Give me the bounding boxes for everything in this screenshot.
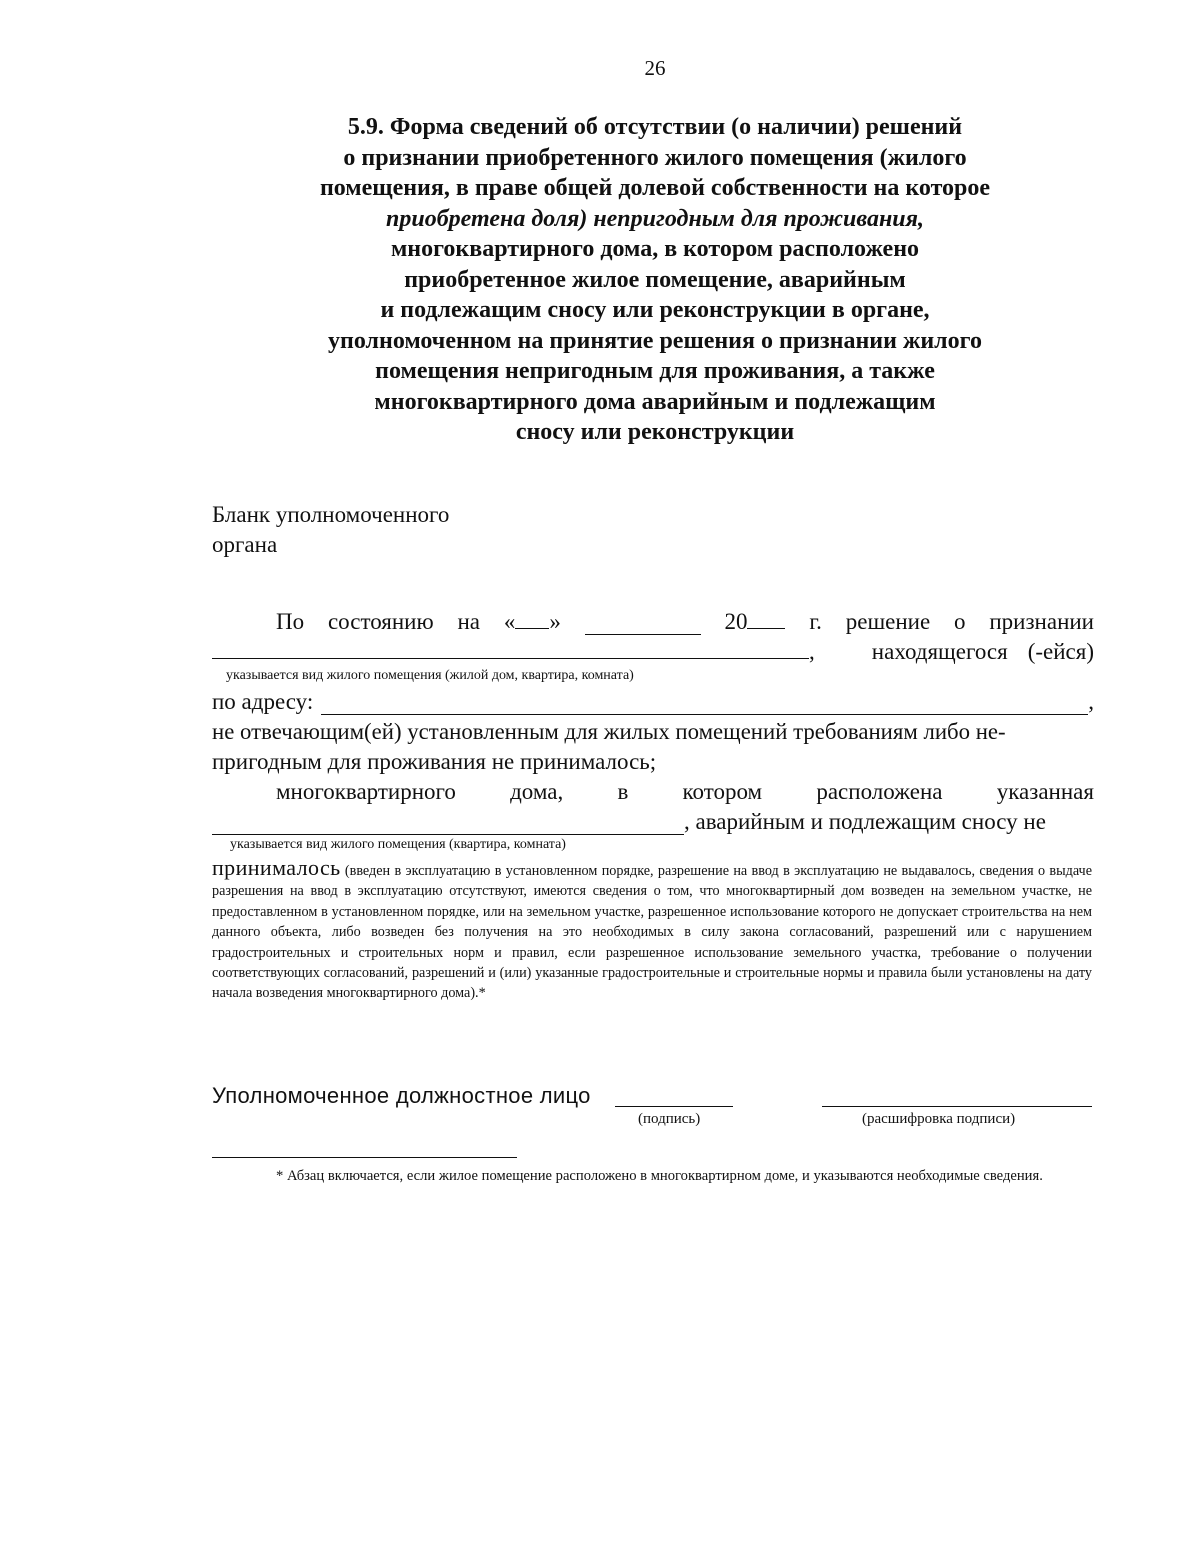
text-g: г. [809, 609, 822, 634]
text-nahodyashegosya: находящегося [871, 639, 1008, 664]
premises-type-row [212, 636, 1094, 665]
title-line: помещения непригодным для проживания, а также [375, 358, 935, 384]
emergency-row [212, 809, 1094, 835]
premises-type-field[interactable] [212, 636, 809, 659]
footnote-rule [212, 1157, 517, 1158]
year-prefix: 20 [724, 609, 748, 634]
text-mkd: многоквартирного [276, 779, 456, 804]
day-field[interactable] [515, 606, 549, 629]
footnote: * Абзац включается, если жилое помещение расположено в многоквартирном доме, и указываются необходимые сведения. [276, 1168, 1043, 1184]
apartment-building-row [276, 779, 1094, 805]
emergency-text: , аварийным и подлежащим сносу не [684, 809, 1046, 834]
requirements-line: не отвечающим(ей) установленным для жилых помещений требованиям либо не- [212, 719, 1006, 744]
quote-close: » [549, 609, 561, 634]
address-row [212, 689, 1094, 715]
comma: , [809, 639, 815, 664]
title-line: сносу или реконструкции [515, 419, 795, 445]
quote-open: « [503, 609, 516, 634]
unfit-line: пригодным для проживания не принималось; [212, 749, 657, 774]
text-raspolozhena: расположена [816, 779, 943, 804]
signature-decode-field[interactable] [822, 1106, 1092, 1107]
address-end: , [1088, 689, 1094, 714]
address-label: по адресу: [212, 689, 314, 714]
text-v: в [617, 779, 629, 804]
title-line: 5.9. Форма сведений об отсутствии (о наличии) решений [347, 114, 963, 140]
page-number: 26 [644, 56, 666, 80]
premises-type-caption: указывается вид жилого помещения (жилой дом, квартира, комната) [226, 668, 634, 683]
title-line: уполномоченном на принятие решения о признании жилого [328, 327, 982, 354]
letterhead-line: органа [212, 532, 278, 557]
month-field[interactable] [585, 612, 701, 635]
title-line: о признании приобретенного жилого помещения (жилого [343, 144, 967, 171]
premises-type-caption-2: указывается вид жилого помещения (квартира, комната) [230, 837, 566, 852]
note-text: (введен в эксплуатацию в установленном порядке, разрешение на ввод в эксплуатацию не выдавалось, сведения о выдаче разрешения на ввод в эксплуатацию отсутствуют, имеются сведения о том, что многоквартирный дом возведен на земельном участке, не предоставленном в установленном порядке, или на земельном участке, разрешенное использование которого не допускает строительства на нем данного объекта, либо возведен без получения на это необходимых в силу закона согласований, разрешений или с нарушением градостроительных и строительных норм и правил, если разрешенное использование земельного участка, требование о получении соответствующих согласований, разрешений и (или) указанные градостроительные и строительные нормы и правила были установлены на дату начала возведения многоквартирного дома).* [212, 863, 1092, 1002]
located-group [872, 639, 1094, 665]
premises-type-group [212, 636, 815, 665]
signature-caption: (подпись) [638, 1111, 701, 1127]
text-o: о [954, 609, 966, 634]
premises-type-field-2[interactable] [212, 812, 684, 835]
text-po: По [276, 609, 305, 634]
text-sostoyaniyu: состоянию [327, 609, 434, 634]
text-priznanii: признании [989, 609, 1094, 634]
signature-field[interactable] [615, 1106, 733, 1107]
title-line: многоквартирного дома, в котором расположено [390, 236, 920, 262]
title-line: приобретенное жилое помещение, аварийным [404, 266, 906, 293]
title-line: помещения, в праве общей долевой собственности на которое [319, 175, 991, 201]
year-field[interactable] [747, 606, 785, 629]
text-na: на [457, 609, 480, 634]
text-ukazannaya: указанная [996, 779, 1094, 804]
text-kotorom: котором [682, 779, 763, 804]
title-line: и подлежащим сносу или реконструкции в органе, [380, 297, 930, 323]
signature-decode-caption: (расшифровка подписи) [862, 1111, 1016, 1127]
text-doma: дома, [510, 779, 564, 804]
letterhead-line: Бланк уполномоченного [212, 502, 450, 527]
title-line: многоквартирного дома аварийным и подлежащим [374, 388, 936, 415]
year-field-group [724, 606, 785, 635]
date-row [276, 606, 1094, 635]
day-field-group [504, 606, 561, 635]
form-title [250, 112, 1060, 448]
text-reshenie: решение [845, 609, 931, 634]
text-eisya: (-ейся) [1027, 639, 1094, 664]
text-prinimalos: принималось [212, 855, 341, 880]
signature-label: Уполномоченное должностное лицо [212, 1083, 591, 1108]
letterhead-placeholder [212, 500, 449, 560]
title-line: приобретена доля) непригодным для проживания, [386, 205, 924, 232]
address-field[interactable] [321, 692, 1088, 715]
note-paragraph [212, 855, 1092, 1004]
